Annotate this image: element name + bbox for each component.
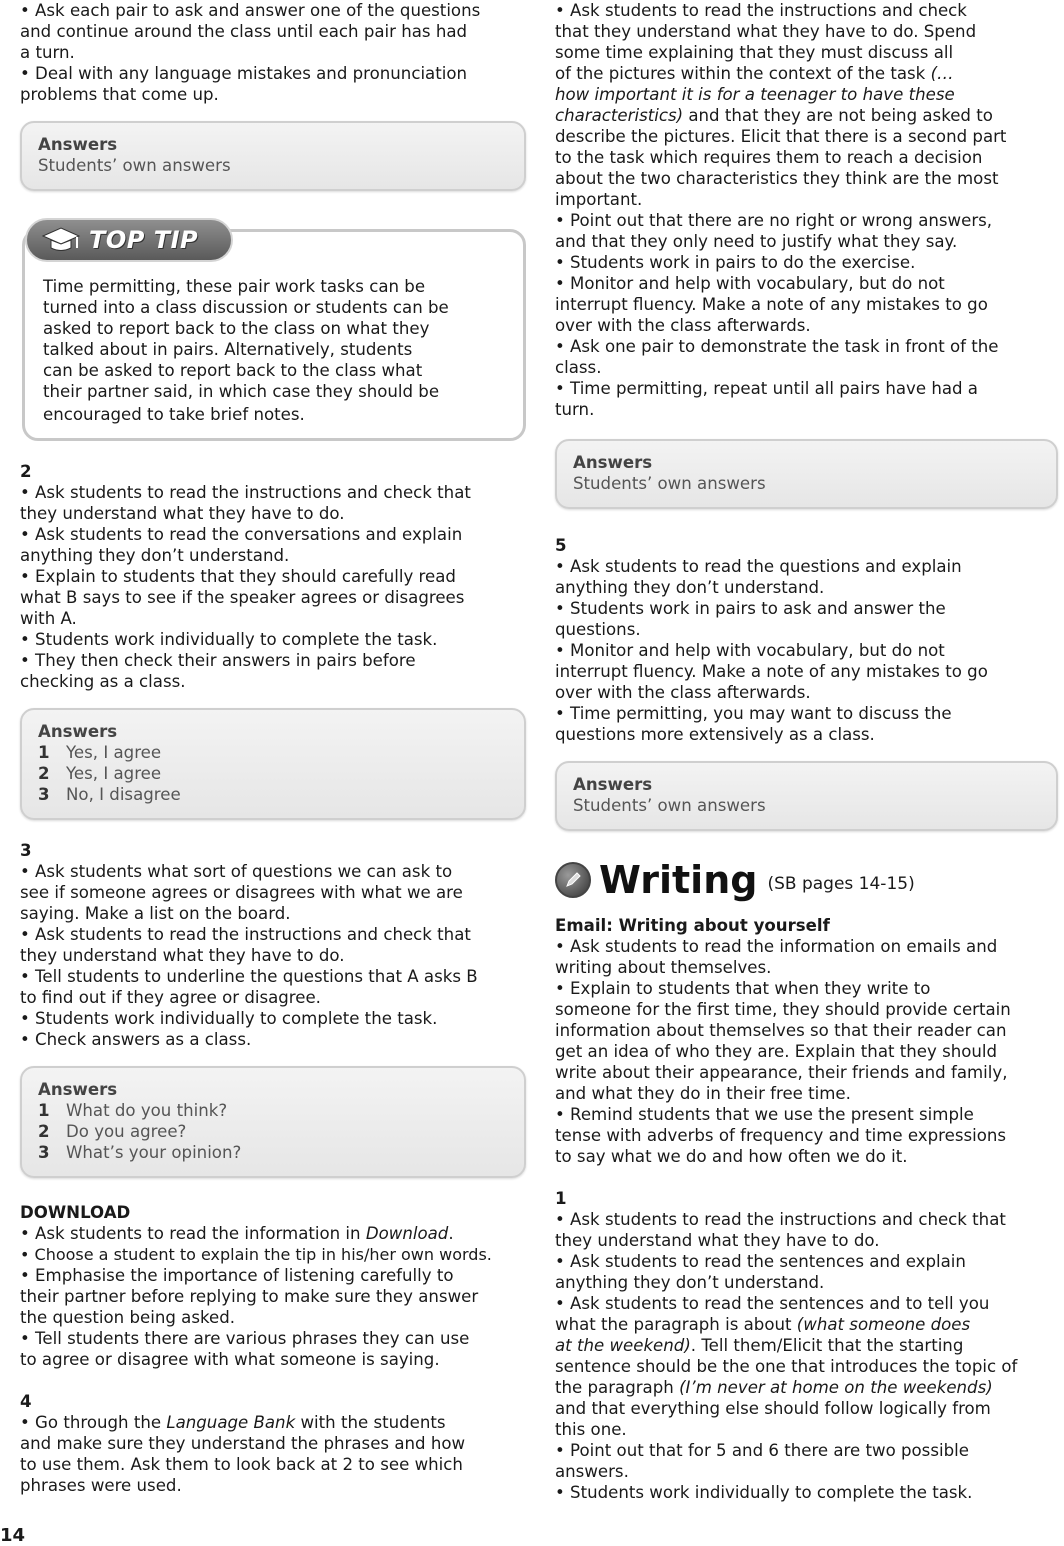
text-line: about the two characteristics they think are the most (555, 169, 999, 188)
text-line: • Ask students to read the sentences and to tell you (555, 1294, 990, 1313)
answer-item (38, 1121, 508, 1142)
writing-heading (555, 857, 1058, 903)
text-line: what B says to see if the speaker agrees or disagrees (20, 588, 465, 607)
answers-box (20, 1066, 526, 1178)
writing-section (555, 915, 1058, 1167)
answer-text: What do you think? (66, 1101, 228, 1120)
text-line: over with the class afterwards. (555, 316, 811, 335)
section-3 (20, 840, 526, 1050)
text-line: • Ask students to read the questions and explain (555, 557, 962, 576)
text-line: get an idea of who they are. Explain that they should (555, 1042, 998, 1061)
text-line: someone for the first time, they should provide certain (555, 1000, 1011, 1019)
text-line: • Explain to students that they should carefully read (20, 567, 456, 586)
text-line: with A. (20, 609, 77, 628)
answer-number: 1 (38, 743, 50, 762)
text-line: to say what we do and how often we do it. (555, 1147, 908, 1166)
text-line (555, 1314, 1058, 1335)
answer-item (38, 1100, 508, 1121)
text-span: (I’m never at home on the weekends) (679, 1378, 993, 1397)
text-line: anything they don’t understand. (555, 1273, 825, 1292)
text-span: . Tell them/Elicit that the starting (690, 1336, 964, 1355)
answer-number: 2 (38, 1122, 50, 1141)
text-line: • Monitor and help with vocabulary, but do not (555, 274, 945, 293)
text-line: checking as a class. (20, 672, 186, 691)
text-line: and what they do in their free time. (555, 1084, 851, 1103)
text-line: • Ask one pair to demonstrate the task in front of the (555, 337, 999, 356)
text-line: asked to report back to the class on what they (43, 319, 430, 338)
text-line (20, 1223, 526, 1244)
text-line: some time explaining that they must discuss all (555, 43, 954, 62)
answers-box (20, 708, 526, 820)
text-line: • Time permitting, you may want to discuss the (555, 704, 952, 723)
text-span: how important it is for a teenager to have these (555, 85, 955, 104)
text-line: and continue around the class until each pair has had (20, 22, 468, 41)
answer-number: 3 (38, 785, 50, 804)
text-line: • Ask students to read the conversations and explain (20, 525, 463, 544)
text-line: • Ask students to read the instructions and check that (555, 1210, 1006, 1229)
writing-pages: (SB pages 14-15) (767, 874, 915, 894)
text-span: Download (365, 1224, 449, 1243)
answer-text: Yes, I agree (66, 764, 162, 783)
text-line: to use them. Ask them to look back at 2 to see which (20, 1455, 463, 1474)
answers-title: Answers (38, 1080, 118, 1099)
text-line: • Tell students there are various phrases they can use (20, 1329, 470, 1348)
answers-title: Answers (573, 775, 653, 794)
text-line: saying. Make a list on the board. (20, 904, 291, 923)
text-line: describe the pictures. Elicit that there is a second part (555, 127, 1007, 146)
text-line: • Time permitting, repeat until all pairs have had a (555, 379, 978, 398)
graduation-cap-icon (41, 226, 81, 254)
text-span: of the pictures within the context of the task (555, 64, 931, 83)
text-line: encouraged to take brief notes. (43, 405, 305, 424)
text-line (555, 63, 1058, 84)
download-section (20, 1202, 526, 1370)
text-line: • Ask students what sort of questions we can ask to (20, 862, 453, 881)
text-line: anything they don’t understand. (20, 546, 290, 565)
page-number: 14 (0, 1525, 26, 1546)
text-line: they understand what they have to do. (20, 504, 345, 523)
text-line: information about themselves so that their reader can (555, 1021, 1007, 1040)
text-line: write about their appearance, their friends and family, (555, 1063, 1008, 1082)
text-line: phrases were used. (20, 1476, 182, 1495)
text-line: • Ask each pair to ask and answer one of the questions (20, 1, 481, 20)
text-line: see if someone agrees or disagrees with what we are (20, 883, 463, 902)
text-line: Time permitting, these pair work tasks can be (43, 277, 426, 296)
text-line: • Students work individually to complete the task. (555, 1483, 973, 1502)
answers-title: Answers (38, 135, 118, 154)
top-tip-badge (25, 218, 233, 262)
text-span: and that they are not being asked to (683, 106, 993, 125)
top-tip-box (22, 226, 526, 441)
section-number: 3 (20, 841, 32, 860)
section-2 (20, 461, 526, 692)
intro-text (20, 0, 526, 105)
text-span: • Go through the (20, 1413, 167, 1432)
answer-number: 2 (38, 764, 50, 783)
section-4 (20, 1391, 526, 1496)
text-line: • Students work individually to complete the task. (20, 1009, 438, 1028)
pen-icon (555, 862, 591, 898)
text-span: . (448, 1224, 454, 1243)
text-line: writing about themselves. (555, 958, 772, 977)
text-span: Language Bank (166, 1413, 296, 1432)
text-line: and that everything else should follow logically from (555, 1399, 991, 1418)
text-line: • Explain to students that when they write to (555, 979, 931, 998)
text-span: (… (930, 64, 954, 83)
writing-section-1 (555, 1188, 1058, 1503)
right-column (555, 0, 1058, 1503)
section-5 (555, 535, 1058, 745)
text-line: questions. (555, 620, 641, 639)
text-line: answers. (555, 1462, 629, 1481)
answer-item (38, 742, 508, 763)
text-line: • Emphasise the importance of listening carefully to (20, 1266, 454, 1285)
text-line: • Ask students to read the instructions and check (555, 1, 967, 20)
answer-number: 1 (38, 1101, 50, 1120)
text-span: what the paragraph is about (555, 1315, 797, 1334)
section-number: 4 (20, 1392, 32, 1411)
answers-box (20, 121, 526, 191)
text-line: that they understand what they have to do. Spend (555, 22, 977, 41)
text-line: questions more extensively as a class. (555, 725, 875, 744)
text-line: • Monitor and help with vocabulary, but do not (555, 641, 945, 660)
answers-box (555, 439, 1058, 509)
text-line (555, 1335, 1058, 1356)
text-line: interrupt fluency. Make a note of any mistakes to go (555, 662, 988, 681)
text-line: talked about in pairs. Alternatively, students (43, 340, 413, 359)
answer-item (38, 763, 508, 784)
text-line: • Point out that there are no right or wrong answers, (555, 211, 993, 230)
text-line: over with the class afterwards. (555, 683, 811, 702)
text-line (20, 1412, 526, 1433)
text-line: their partner said, in which case they should be (43, 382, 440, 401)
text-line: • Students work individually to complete the task. (20, 630, 438, 649)
text-line: and that they only need to justify what they say. (555, 232, 958, 251)
text-line: tense with adverbs of frequency and time expressions (555, 1126, 1007, 1145)
answers-text: Students’ own answers (573, 474, 766, 493)
answers-title: Answers (38, 722, 118, 741)
text-line (555, 105, 1058, 126)
top-tip-title: TOP TIP (89, 226, 199, 254)
text-line: this one. (555, 1420, 627, 1439)
left-column (20, 0, 526, 1496)
text-line: to find out if they agree or disagree. (20, 988, 321, 1007)
text-line: • Deal with any language mistakes and pronunciation (20, 64, 468, 83)
text-span: at the weekend) (555, 1336, 691, 1355)
text-line: problems that come up. (20, 85, 219, 104)
text-line: sentence should be the one that introduces the topic of (555, 1357, 1018, 1376)
text-line: • Ask students to read the sentences and explain (555, 1252, 966, 1271)
answer-text: Do you agree? (66, 1122, 187, 1141)
text-line: they understand what they have to do. (20, 946, 345, 965)
text-span: the paragraph (555, 1378, 680, 1397)
text-span: with the students (295, 1413, 446, 1432)
answers-text: Students’ own answers (38, 156, 231, 175)
writing-title: Writing (599, 858, 758, 902)
text-line: they understand what they have to do. (555, 1231, 880, 1250)
text-line: the question being asked. (20, 1308, 235, 1327)
section-number: 2 (20, 462, 32, 481)
text-line: • Ask students to read the information on emails and (555, 937, 998, 956)
text-line: • Point out that for 5 and 6 there are two possible (555, 1441, 969, 1460)
text-line: to the task which requires them to reach a decision (555, 148, 983, 167)
text-line: class. (555, 358, 602, 377)
answer-number: 3 (38, 1143, 50, 1162)
text-line: • Ask students to read the instructions and check that (20, 483, 471, 502)
text-line: to agree or disagree with what someone is saying. (20, 1350, 440, 1369)
answer-item (38, 1142, 508, 1163)
download-heading: DOWNLOAD (20, 1203, 131, 1222)
answer-item (38, 784, 508, 805)
text-line (555, 84, 1058, 105)
answer-text: What’s your opinion? (66, 1143, 242, 1162)
answer-text: No, I disagree (66, 785, 181, 804)
text-span: characteristics) (555, 106, 684, 125)
text-line: interrupt fluency. Make a note of any mistakes to go (555, 295, 988, 314)
section-number: 5 (555, 536, 567, 555)
text-span: • Ask students to read the information in (20, 1224, 366, 1243)
answers-title: Answers (573, 453, 653, 472)
text-line: • Choose a student to explain the tip in his/her own words. (20, 1245, 492, 1264)
text-line: important. (555, 190, 643, 209)
text-line: anything they don’t understand. (555, 578, 825, 597)
text-line: turned into a class discussion or students can be (43, 298, 449, 317)
text-line: • Students work in pairs to do the exercise. (555, 253, 916, 272)
text-span: (what someone does (796, 1315, 971, 1334)
text-line: • Tell students to underline the questions that A asks B (20, 967, 478, 986)
text-line: turn. (555, 400, 595, 419)
text-line: can be asked to report back to the class what (43, 361, 423, 380)
text-line: • Students work in pairs to ask and answer the (555, 599, 946, 618)
text-line: • Remind students that we use the present simple (555, 1105, 974, 1124)
text-line: • Check answers as a class. (20, 1030, 252, 1049)
answers-text: Students’ own answers (573, 796, 766, 815)
text-line (555, 1377, 1058, 1398)
text-line: • They then check their answers in pairs before (20, 651, 416, 670)
text-line: • Ask students to read the instructions and check that (20, 925, 471, 944)
continued-text (555, 0, 1058, 420)
section-number: 1 (555, 1189, 567, 1208)
text-line: their partner before replying to make sure they answer (20, 1287, 479, 1306)
answer-text: Yes, I agree (66, 743, 162, 762)
writing-subtitle: Email: Writing about yourself (555, 916, 830, 935)
text-line: and make sure they understand the phrases and how (20, 1434, 466, 1453)
text-line: a turn. (20, 43, 75, 62)
answers-box (555, 761, 1058, 831)
